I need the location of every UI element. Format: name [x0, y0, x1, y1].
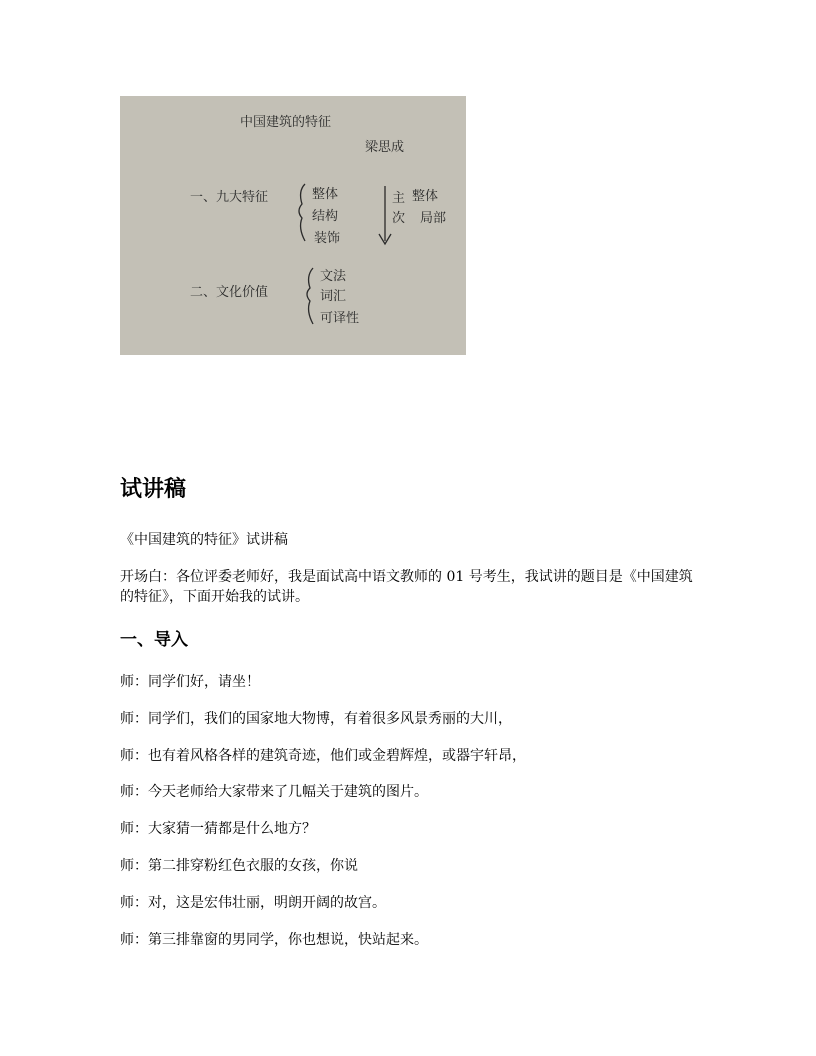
document-subtitle: 《中国建筑的特征》试讲稿	[120, 532, 288, 548]
order-label-2: 次	[392, 211, 406, 226]
notes-s1-item-1: 整体	[312, 187, 339, 202]
notes-section1: 一、九大特征	[190, 190, 269, 205]
dialogue-line: 师：同学们好，请坐！	[120, 674, 260, 690]
handwritten-notes-photo	[120, 96, 466, 355]
dialogue-line: 师：第三排靠窗的男同学，你也想说，快站起来。	[120, 931, 428, 948]
dialogue-line: 师：也有着风格各样的建筑奇迹，他们或金碧辉煌，或器宇轩昂，	[120, 747, 526, 764]
order-value-2: 局部	[420, 211, 447, 226]
notes-section2: 二、文化价值	[190, 285, 269, 300]
notes-s1-item-2: 结构	[312, 209, 339, 224]
dialogue-line: 师：同学们，我们的国家地大物博，有着很多风景秀丽的大川，	[120, 710, 512, 727]
notes-s2-item-2: 词汇	[320, 289, 347, 304]
section-heading-intro: 一、导入	[120, 630, 188, 650]
opening-paragraph: 开场白：各位评委老师好，我是面试高中语文教师的 01 号考生，我试讲的题目是《中国建筑的特征》，下面开始我的试讲。	[120, 569, 693, 605]
notes-s2-item-3: 可译性	[320, 311, 360, 326]
document-title: 试讲稿	[120, 477, 187, 502]
dialogue-line: 师：对，这是宏伟壮丽，明朗开阔的故宫。	[120, 894, 386, 911]
dialogue-line: 师：第二排穿粉红色衣服的女孩，你说	[120, 857, 358, 874]
notes-s2-item-1: 文法	[320, 269, 347, 284]
dialogue-line: 师：大家猜一猜都是什么地方？	[120, 821, 316, 838]
notes-title: 中国建筑的特征	[240, 115, 332, 130]
notes-s1-item-3: 装饰	[314, 231, 341, 246]
notes-author: 梁思成	[365, 140, 405, 155]
notes-drawing	[120, 96, 466, 355]
order-value-1: 整体	[412, 189, 439, 204]
order-label-1: 主	[392, 191, 406, 206]
dialogue-list	[120, 672, 700, 966]
dialogue-line: 师：今天老师给大家带来了几幅关于建筑的图片。	[120, 784, 428, 801]
